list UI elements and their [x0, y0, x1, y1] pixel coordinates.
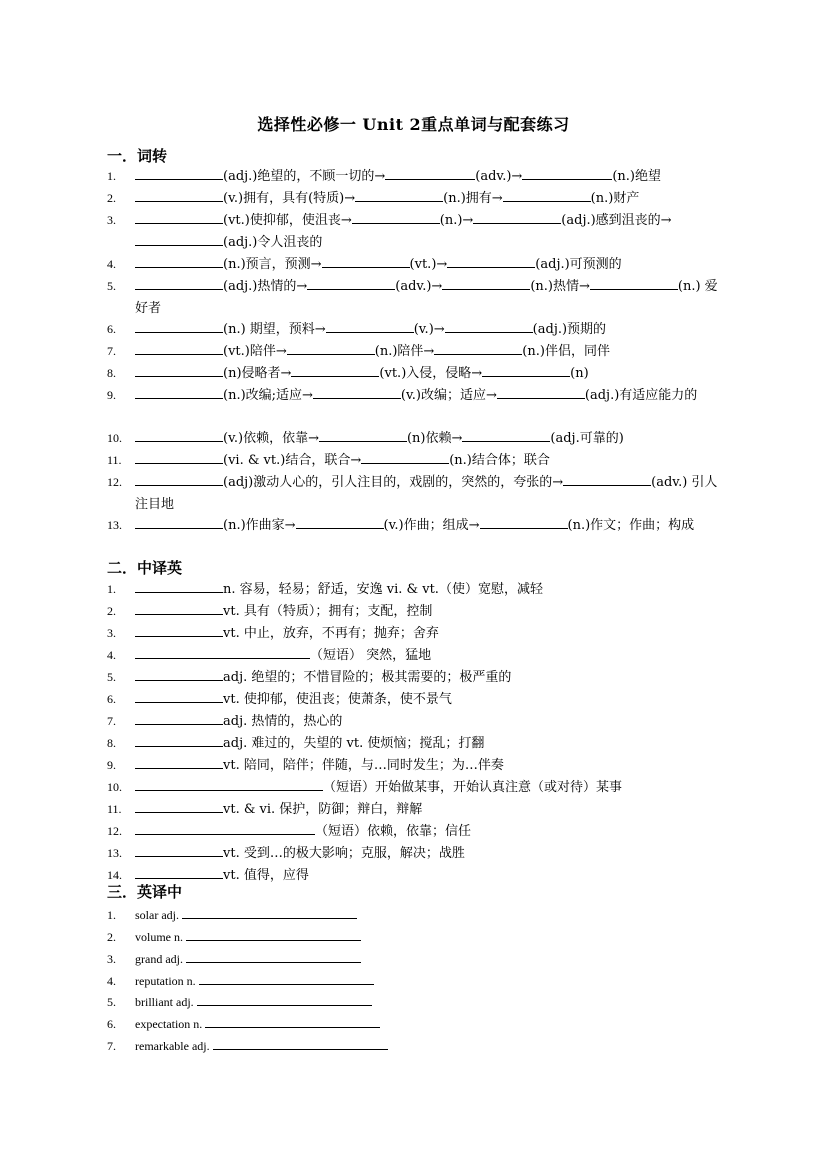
answer-blank[interactable] — [135, 188, 223, 202]
answer-blank[interactable] — [296, 515, 384, 529]
list-item: 6. vt. 使抑郁，使沮丧；使萧条，使不景气 — [107, 689, 727, 709]
answer-blank[interactable] — [590, 276, 678, 290]
answer-blank[interactable] — [135, 472, 223, 486]
answer-blank[interactable] — [135, 755, 223, 769]
list-item: 2. volume n. — [107, 927, 727, 947]
list-item: 4. (n.)预言，预测→ (vt.)→ (adj.)可预测的 — [107, 254, 727, 274]
answer-blank[interactable] — [135, 689, 223, 703]
answer-blank[interactable] — [186, 949, 361, 963]
answer-blank[interactable] — [135, 623, 223, 637]
answer-blank[interactable] — [135, 428, 223, 442]
list-item: 1. (adj.)绝望的，不顾一切的→ (adv.)→ (n.)绝望 — [107, 166, 727, 186]
answer-blank[interactable] — [445, 319, 533, 333]
section-heading-word-forms: 一．词转 — [107, 147, 168, 165]
answer-blank[interactable] — [135, 232, 223, 246]
list-item: 5. (adj.)热情的→ (adv.)→ (n.)热情→ (n.) 爱好者 — [107, 276, 727, 320]
list-item: 14. vt. 值得，应得 — [107, 865, 727, 885]
answer-blank[interactable] — [135, 843, 223, 857]
list-item: 11. vt. & vi. 保护，防御；辩白，辩解 — [107, 799, 727, 819]
list-item: 8. adj. 难过的，失望的 vt. 使烦恼；搅乱；打翻 — [107, 733, 727, 753]
answer-blank[interactable] — [462, 428, 550, 442]
list-item: 3. grand adj. — [107, 949, 727, 969]
answer-blank[interactable] — [563, 472, 651, 486]
answer-blank[interactable] — [135, 667, 223, 681]
list-item: 5. adj. 绝望的；不惜冒险的；极其需要的；极严重的 — [107, 667, 727, 687]
answer-blank[interactable] — [326, 319, 414, 333]
answer-blank[interactable] — [473, 210, 561, 224]
list-item: 4. （短语） 突然，猛地 — [107, 645, 727, 665]
answer-blank[interactable] — [135, 515, 223, 529]
answer-blank[interactable] — [135, 210, 223, 224]
answer-blank[interactable] — [205, 1014, 380, 1028]
answer-blank[interactable] — [135, 450, 223, 464]
answer-blank[interactable] — [319, 428, 407, 442]
answer-blank[interactable] — [135, 645, 310, 659]
answer-blank[interactable] — [197, 992, 372, 1006]
answer-blank[interactable] — [135, 799, 223, 813]
answer-blank[interactable] — [135, 319, 223, 333]
list-item: 3. (vt.)使抑郁，使沮丧→ (n.)→ (adj.)感到沮丧的→ (adj.)令人沮丧的 — [107, 210, 727, 254]
answer-blank[interactable] — [480, 515, 568, 529]
list-item: 6. (n.) 期望，预料→ (v.)→ (adj.)预期的 — [107, 319, 727, 339]
answer-blank[interactable] — [135, 579, 223, 593]
list-item: 11. (vi. & vt.)结合，联合→ (n.)结合体；联合 — [107, 450, 727, 470]
answer-blank[interactable] — [522, 166, 612, 180]
answer-blank[interactable] — [135, 341, 223, 355]
list-item: 1. solar adj. — [107, 905, 727, 925]
answer-blank[interactable] — [135, 865, 223, 879]
list-item: 13. (n.)作曲家→ (v.)作曲；组成→ (n.)作文；作曲；构成 — [107, 515, 727, 559]
list-item: 9. (n.)改编;适应→ (v.)改编；适应→ (adj.)有适应能力的 — [107, 385, 727, 429]
answer-blank[interactable] — [482, 363, 570, 377]
list-item: 12. (adj)激动人心的，引人注目的，戏剧的，突然的，夸张的→ (adv.) 引人注目地 — [107, 472, 727, 516]
answer-blank[interactable] — [385, 166, 475, 180]
list-item: 5. brilliant adj. — [107, 992, 727, 1012]
answer-blank[interactable] — [135, 733, 223, 747]
section-heading-cn-to-en: 二．中译英 — [107, 559, 183, 577]
answer-blank[interactable] — [361, 450, 449, 464]
list-item: 7. adj. 热情的，热心的 — [107, 711, 727, 731]
list-item: 6. expectation n. — [107, 1014, 727, 1034]
answer-blank[interactable] — [199, 971, 374, 985]
answer-blank[interactable] — [182, 905, 357, 919]
answer-blank[interactable] — [135, 777, 323, 791]
section-heading-en-to-cn: 三．英译中 — [107, 883, 183, 901]
list-item: 2. (v.)拥有，具有(特质)→ (n.)拥有→ (n.)财产 — [107, 188, 727, 208]
answer-blank[interactable] — [135, 254, 223, 268]
answer-blank[interactable] — [497, 385, 585, 399]
answer-blank[interactable] — [135, 166, 223, 180]
list-item: 10. (v.)依赖，依靠→ (n)依赖→ (adj.可靠的) — [107, 428, 727, 448]
page-title: 选择性必修一 Unit 2重点单词与配套练习 — [257, 115, 570, 134]
answer-blank[interactable] — [313, 385, 401, 399]
answer-blank[interactable] — [135, 276, 223, 290]
list-item: 12. （短语）依赖，依靠；信任 — [107, 821, 727, 841]
list-item: 8. (n)侵略者→ (vt.)入侵，侵略→ (n) — [107, 363, 727, 383]
list-item: 7. remarkable adj. — [107, 1036, 727, 1056]
list-item: 2. vt. 具有（特质）；拥有；支配，控制 — [107, 601, 727, 621]
list-item: 13. vt. 受到…的极大影响；克服，解决；战胜 — [107, 843, 727, 863]
answer-blank[interactable] — [291, 363, 379, 377]
list-item: 3. vt. 中止，放弃，不再有；抛弃；舍弃 — [107, 623, 727, 643]
list-item: 1. n. 容易，轻易；舒适，安逸 vi. & vt.（使）宽慰，减轻 — [107, 579, 727, 599]
list-item: 10. （短语）开始做某事，开始认真注意（或对待）某事 — [107, 777, 727, 797]
answer-blank[interactable] — [322, 254, 410, 268]
answer-blank[interactable] — [135, 821, 315, 835]
answer-blank[interactable] — [503, 188, 591, 202]
answer-blank[interactable] — [213, 1036, 388, 1050]
answer-blank[interactable] — [135, 385, 223, 399]
answer-blank[interactable] — [447, 254, 535, 268]
answer-blank[interactable] — [287, 341, 375, 355]
answer-blank[interactable] — [307, 276, 395, 290]
list-item: 7. (vt.)陪伴→ (n.)陪伴→ (n.)伴侣，同伴 — [107, 341, 727, 361]
answer-blank[interactable] — [355, 188, 443, 202]
list-item: 9. vt. 陪同，陪伴；伴随，与…同时发生；为…伴奏 — [107, 755, 727, 775]
answer-blank[interactable] — [352, 210, 440, 224]
answer-blank[interactable] — [135, 601, 223, 615]
list-item: 4. reputation n. — [107, 971, 727, 991]
answer-blank[interactable] — [434, 341, 522, 355]
answer-blank[interactable] — [442, 276, 530, 290]
answer-blank[interactable] — [135, 711, 223, 725]
answer-blank[interactable] — [135, 363, 223, 377]
answer-blank[interactable] — [186, 927, 361, 941]
